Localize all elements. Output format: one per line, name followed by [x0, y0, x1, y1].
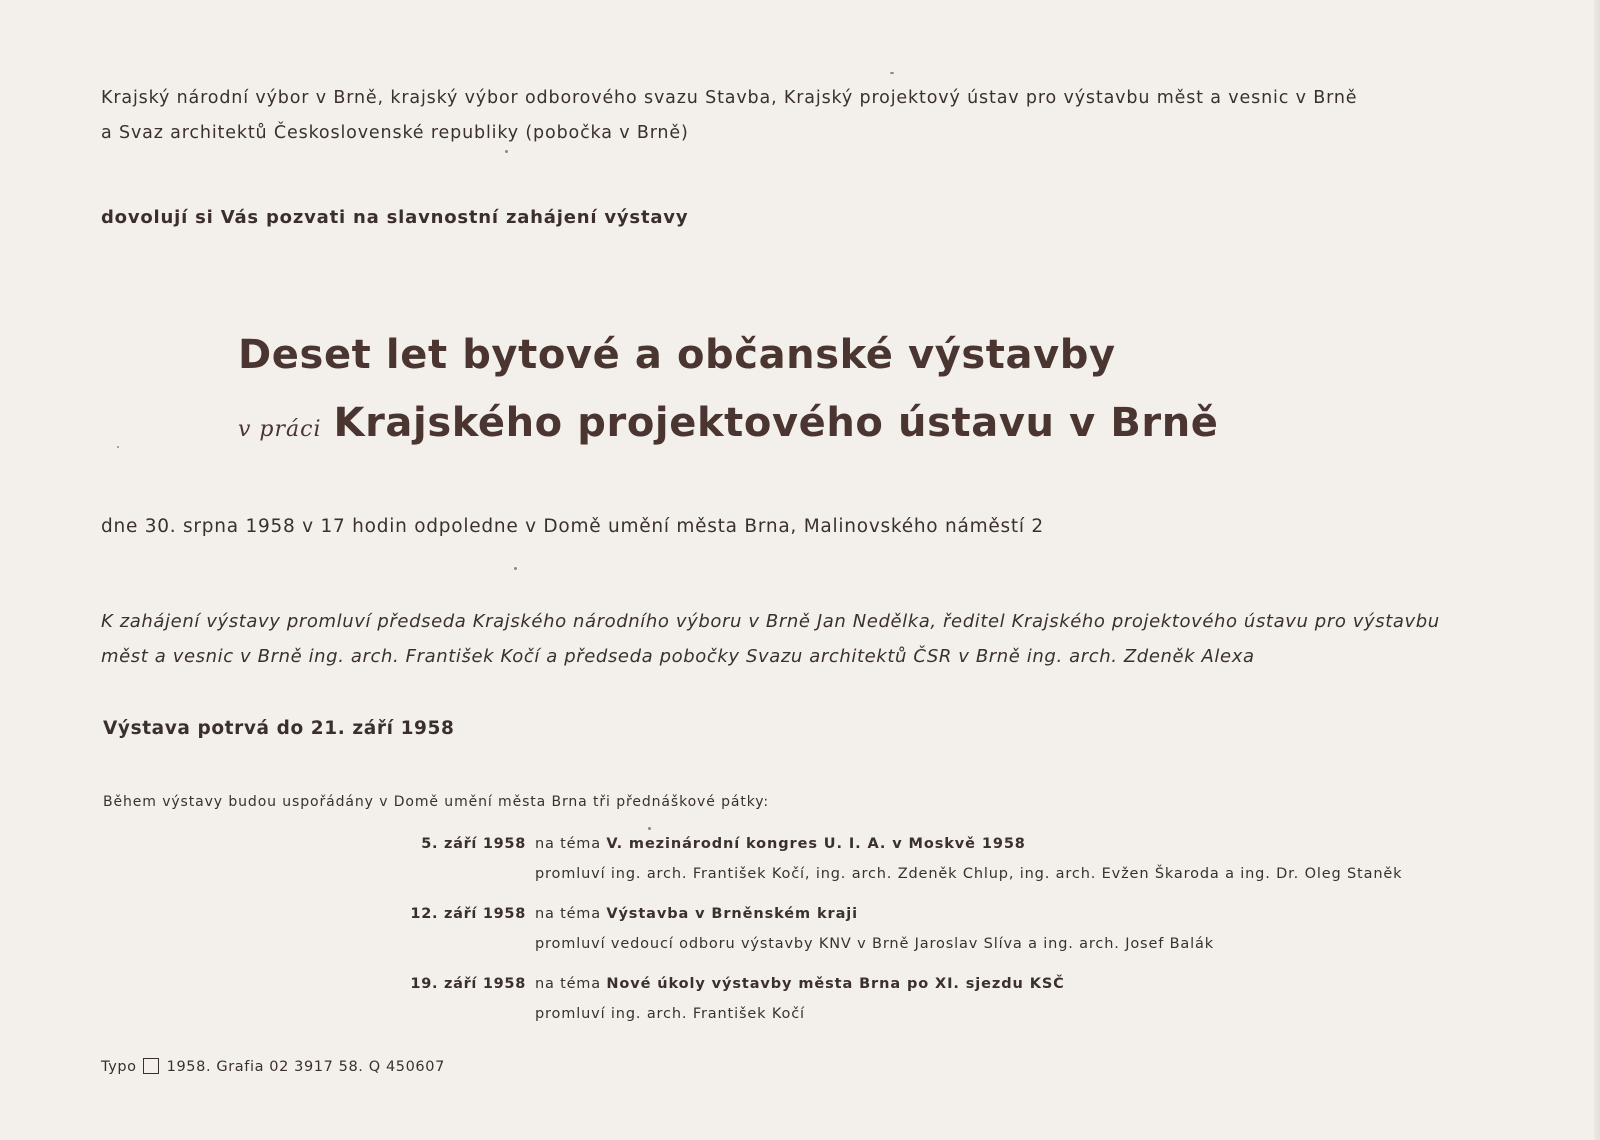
imprint-details: 1958. Grafia 02 3917 58. Q 450607: [166, 1059, 445, 1075]
hosts-line-1: Krajský národní výbor v Brně, krajský výbor odborového svazu Stavba, Krajský projektový ústav pro výstavbu měst a vesnic v Brně: [101, 88, 1358, 108]
imprint-typo: Typo: [101, 1059, 137, 1075]
lecture-speakers: promluví vedoucí odboru výstavby KNV v Brně Jaroslav Slíva a ing. arch. Josef Balák: [535, 936, 1215, 952]
lecture-topic: [535, 836, 1026, 852]
lecture-date: 12. září 1958: [410, 906, 526, 922]
opening-speakers: [101, 604, 1440, 674]
lecture-topic-title: V. mezinárodní kongres U. I. A. v Moskvě 1958: [606, 836, 1026, 852]
lecture-speakers: promluví ing. arch. František Kočí, ing. arch. Zdeněk Chlup, ing. arch. Evžen Škaroda a ing. Dr. Oleg Staněk: [535, 866, 1403, 882]
paper-speck: [117, 446, 119, 448]
lecture-speakers: promluví ing. arch. František Kočí: [535, 1006, 805, 1022]
lecture-topic: [535, 976, 1065, 992]
date-venue-line: dne 30. srpna 1958 v 17 hodin odpoledne v Domě umění města Brna, Malinovského náměstí 2: [101, 516, 1044, 537]
speakers-line-1: K zahájení výstavy promluví předseda Krajského národního výboru v Brně Jan Nedělka, ředitel Krajského projektového ústavu pro výstavbu: [101, 611, 1440, 632]
lecture-date: 19. září 1958: [410, 976, 526, 992]
lecture-date: 5. září 1958: [421, 836, 526, 852]
exhibition-duration: Výstava potrvá do 21. září 1958: [103, 718, 455, 739]
imprint-box-icon: [143, 1058, 159, 1074]
hosts-paragraph: [101, 81, 1357, 151]
lecture-topic-prefix: na téma: [535, 836, 601, 852]
invitation-text: dovolují si Vás pozvati na slavnostní zahájení výstavy: [101, 207, 689, 228]
paper-speck: [514, 567, 517, 570]
paper-speck: [505, 150, 508, 153]
title-prefix: v práci: [238, 417, 322, 442]
paper-speck: [648, 827, 651, 830]
exhibition-title-line-2: [238, 400, 1219, 446]
lecture-topic-prefix: na téma: [535, 976, 601, 992]
lecture-topic-title: Nové úkoly výstavby města Brna po XI. sjezdu KSČ: [606, 976, 1065, 992]
print-imprint: [101, 1058, 445, 1075]
speakers-line-2: měst a vesnic v Brně ing. arch. František Kočí a předseda pobočky Svazu architektů ČSR v Brně ing. arch. Zdeněk Alexa: [101, 646, 1255, 667]
paper-speck: [890, 72, 894, 74]
lecture-topic-title: Výstavba v Brněnském kraji: [606, 906, 858, 922]
title-main: Krajského projektového ústavu v Brně: [333, 400, 1219, 446]
lecture-topic: [535, 906, 858, 922]
exhibition-title-line-1: Deset let bytové a občanské výstavby: [238, 332, 1116, 378]
lecture-topic-prefix: na téma: [535, 906, 601, 922]
paper-edge: [1594, 0, 1600, 1140]
hosts-line-2: a Svaz architektů Československé republiky (pobočka v Brně): [101, 123, 689, 143]
lectures-intro: Během výstavy budou uspořádány v Domě umění města Brna tři přednáškové pátky:: [103, 794, 770, 810]
